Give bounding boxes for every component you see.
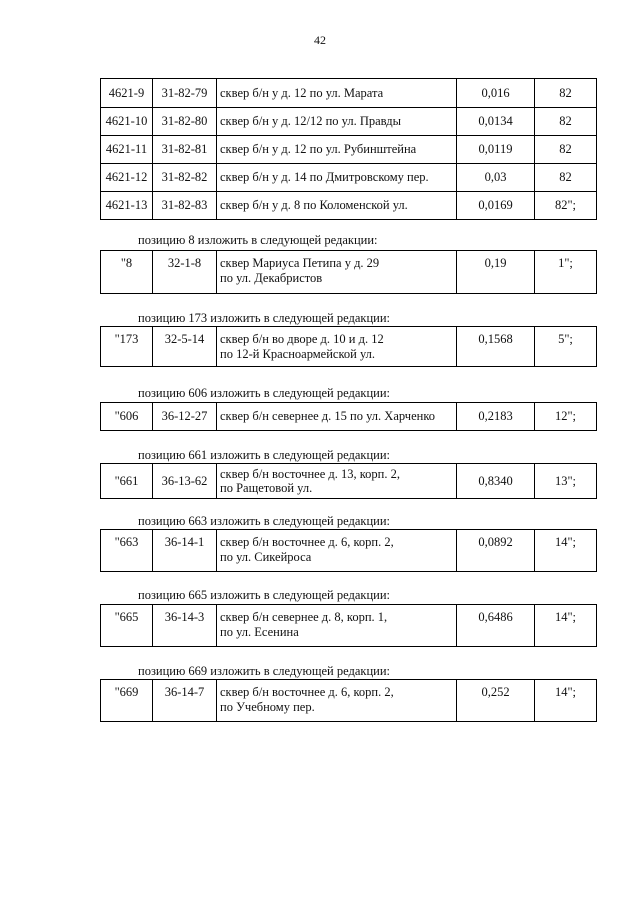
amendment-table [100,529,597,572]
object-description [217,251,457,294]
district-number: 12"; [535,403,597,431]
object-description: сквер б/н у д. 12/12 по ул. Правды [217,108,457,136]
description-line-1: сквер б/н восточнее д. 13, корп. 2, [220,467,400,481]
table-row [101,108,597,136]
area-value: 0,6486 [457,605,535,647]
registry-code: 36-13-62 [153,464,217,499]
table-row [101,79,597,108]
object-description [217,464,457,499]
description-line-2: по Ращетовой ул. [220,481,313,495]
district-number: 82 [535,136,597,164]
amendment-instruction: позицию 8 изложить в следующей редакции: [138,233,378,247]
position-number: "8 [101,251,153,294]
position-number: "669 [101,680,153,722]
object-description: сквер б/н у д. 12 по ул. Рубинштейна [217,136,457,164]
table-row [101,164,597,192]
table-row [101,680,597,722]
table-row [101,327,597,367]
district-number: 14"; [535,605,597,647]
object-description: сквер б/н у д. 8 по Коломенской ул. [217,192,457,220]
district-number: 13"; [535,464,597,499]
position-number: "661 [101,464,153,499]
top-table [100,78,597,220]
area-value: 0,0169 [457,192,535,220]
position-number: 4621-9 [101,79,153,108]
amendment-instruction: позицию 661 изложить в следующей редакции: [138,448,390,462]
table-row [101,192,597,220]
position-number: 4621-13 [101,192,153,220]
registry-code: 36-14-3 [153,605,217,647]
table-row [101,464,597,499]
table-row [101,136,597,164]
amendment-table [100,463,597,499]
registry-code: 36-14-1 [153,530,217,572]
description-line-2: по ул. Есенина [220,625,299,639]
position-number: 4621-11 [101,136,153,164]
description-line-2: по Учебному пер. [220,700,315,714]
registry-code: 31-82-80 [153,108,217,136]
object-description [217,530,457,572]
object-description: сквер б/н у д. 12 по ул. Марата [217,79,457,108]
district-number: 82 [535,79,597,108]
table-row [101,403,597,431]
description-line-2: по 12-й Красноармейской ул. [220,347,376,361]
area-value: 0,03 [457,164,535,192]
description-line-1: сквер б/н севернее д. 8, корп. 1, [220,610,388,624]
registry-code: 32-5-14 [153,327,217,367]
table-row [101,251,597,294]
district-number: 82 [535,108,597,136]
position-number: "665 [101,605,153,647]
description-line-1: сквер б/н восточнее д. 6, корп. 2, [220,535,394,549]
district-number: 82"; [535,192,597,220]
object-description [217,605,457,647]
amendment-instruction: позицию 669 изложить в следующей редакции: [138,664,390,678]
registry-code: 31-82-82 [153,164,217,192]
amendment-table [100,604,597,647]
amendment-table [100,250,597,294]
description-line-1: сквер б/н севернее д. 15 по ул. Харченко [220,409,436,423]
area-value: 0,8340 [457,464,535,499]
description-line-2: по ул. Сикейроса [220,550,312,564]
description-line-2: по ул. Декабристов [220,271,323,285]
position-number: 4621-12 [101,164,153,192]
description-line-1: сквер Мариуса Петипа у д. 29 [220,256,380,270]
district-number: 1"; [535,251,597,294]
object-description [217,403,457,431]
amendment-table [100,326,597,367]
description-line-1: сквер б/н восточнее д. 6, корп. 2, [220,685,394,699]
amendment-instruction: позицию 173 изложить в следующей редакции: [138,311,390,325]
description-line-1: сквер б/н во дворе д. 10 и д. 12 [220,332,384,346]
area-value: 0,0119 [457,136,535,164]
area-value: 0,0134 [457,108,535,136]
area-value: 0,016 [457,79,535,108]
area-value: 0,252 [457,680,535,722]
object-description: сквер б/н у д. 14 по Дмитровскому пер. [217,164,457,192]
area-value: 0,0892 [457,530,535,572]
registry-code: 36-14-7 [153,680,217,722]
amendment-table [100,679,597,722]
district-number: 14"; [535,680,597,722]
district-number: 82 [535,164,597,192]
area-value: 0,1568 [457,327,535,367]
amendment-instruction: позицию 663 изложить в следующей редакции: [138,514,390,528]
table-row [101,605,597,647]
registry-code: 36-12-27 [153,403,217,431]
area-value: 0,2183 [457,403,535,431]
position-number: "606 [101,403,153,431]
registry-code: 31-82-81 [153,136,217,164]
object-description [217,327,457,367]
amendment-table [100,402,597,431]
amendment-instruction: позицию 606 изложить в следующей редакции: [138,386,390,400]
registry-code: 32-1-8 [153,251,217,294]
position-number: "663 [101,530,153,572]
area-value: 0,19 [457,251,535,294]
registry-code: 31-82-83 [153,192,217,220]
page-number: 42 [314,33,326,47]
object-description [217,680,457,722]
position-number: "173 [101,327,153,367]
district-number: 5"; [535,327,597,367]
district-number: 14"; [535,530,597,572]
position-number: 4621-10 [101,108,153,136]
registry-code: 31-82-79 [153,79,217,108]
table-row [101,530,597,572]
amendment-instruction: позицию 665 изложить в следующей редакции: [138,588,390,602]
